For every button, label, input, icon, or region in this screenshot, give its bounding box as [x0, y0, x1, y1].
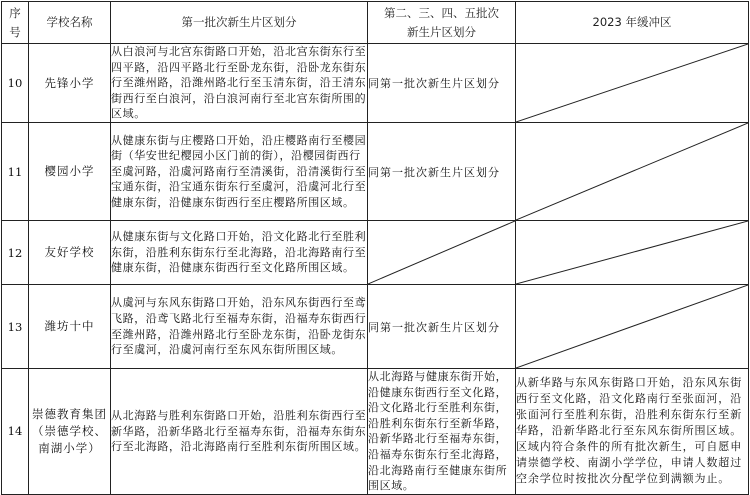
school-zoning-table — [1, 1, 749, 495]
row-school: 先锋小学 — [29, 44, 111, 123]
table-row — [2, 285, 749, 369]
diagonal-slash-icon — [368, 221, 515, 284]
row-index: 12 — [2, 221, 29, 285]
row-batch2to5-empty — [368, 221, 516, 285]
row-index: 14 — [2, 369, 29, 495]
header-school: 学校名称 — [29, 2, 111, 44]
table-row — [2, 123, 749, 221]
row-batch2to5: 同第一批次新生片区划分 — [368, 285, 516, 369]
row-school: 崇德教育集团（崇德学校、南湖小学） — [29, 369, 111, 495]
row-school: 樱园小学 — [29, 123, 111, 221]
row-index: 11 — [2, 123, 29, 221]
row-batch1: 从北海路与胜利东街路口开始，沿胜利东街西行至新华路，沿新华路北行至福寿东街，沿福寿东街东行至北海路，沿北海路南行至胜利东街所围区域。 — [111, 369, 368, 495]
row-index: 13 — [2, 285, 29, 369]
row-buffer-empty — [516, 285, 749, 369]
row-buffer-empty — [516, 44, 749, 123]
row-batch1: 从白浪河与北宫东街路口开始，沿北宫东街东行至四平路，沿四平路北行至卧龙东街，沿卧龙东街东行至潍州路，沿潍州路北行至玉清东街，沿王清东街西行至白浪河，沿白浪河南行至北宫东街所围的区域。 — [111, 44, 368, 123]
row-batch1: 从健康东街与庄樱路口开始，沿庄樱路南行至樱园街（华安世纪樱园小区门前的街），沿樱园街西行至虞河路，沿虞河路南行至清溪街，沿清溪街行至宝通东街，沿宝通东街东行至虞河，沿虞河北行至健康东街，沿健康东街西行至庄樱路所围区域。 — [111, 123, 368, 221]
table-row — [2, 221, 749, 285]
header-row — [2, 2, 749, 44]
table-row — [2, 369, 749, 495]
row-buffer-empty — [516, 221, 749, 285]
row-school: 友好学校 — [29, 221, 111, 285]
header-index: 序号 — [2, 2, 29, 44]
row-batch1: 从健康东街与文化路口开始，沿文化路北行至胜利东街，沿胜利东街东行至北海路，沿北海路南行至健康东街，沿健康东街西行至文化路所围区域。 — [111, 221, 368, 285]
row-buffer-empty — [516, 123, 749, 221]
row-batch2to5: 同第一批次新生片区划分 — [368, 44, 516, 123]
diagonal-slash-icon — [516, 123, 748, 220]
row-buffer: 从新华路与东风东街路口开始，沿东风东街西行至文化路，沿文化路南行至张面河，沿张面河行至胜利东街，沿胜利东街东行至新华路，沿新华路北行至东风东街所围区域。区域内符合条件的所有批次新生，可自愿申请崇德学校、南湖小学学位，申请人数超过空余学位时按批次分配学位到满额为止。 — [516, 369, 749, 495]
header-batch1: 第一批次新生片区划分 — [111, 2, 368, 44]
diagonal-slash-icon — [516, 285, 748, 368]
row-batch2to5: 从北海路与健康东街开始，沿健康东街西行至文化路，沿文化路北行至胜利东街，沿胜利东街东行至新华路，沿新华路北行至福寿东街，沿福寿东街东行至北海路，沿北海路南行至健康东街所围区域。 — [368, 369, 516, 495]
row-batch1: 从虞河与东风东街路口开始，沿东风东街西行至鸢飞路，沿鸢飞路北行至福寿东街，沿福寿东街西行至潍州路，沿潍州路北行至卧龙东街，沿卧龙街东行至虞河，沿虞河南行至东风东街所围区域。 — [111, 285, 368, 369]
diagonal-slash-icon — [516, 221, 748, 284]
row-school: 潍坊十中 — [29, 285, 111, 369]
diagonal-slash-icon — [516, 44, 748, 122]
table-row — [2, 44, 749, 123]
header-batch2to5: 第二、三、四、五批次新生片区划分 — [368, 2, 516, 44]
header-buffer: 2023 年缓冲区 — [516, 2, 749, 44]
row-index: 10 — [2, 44, 29, 123]
row-batch2to5: 同第一批次新生片区划分 — [368, 123, 516, 221]
